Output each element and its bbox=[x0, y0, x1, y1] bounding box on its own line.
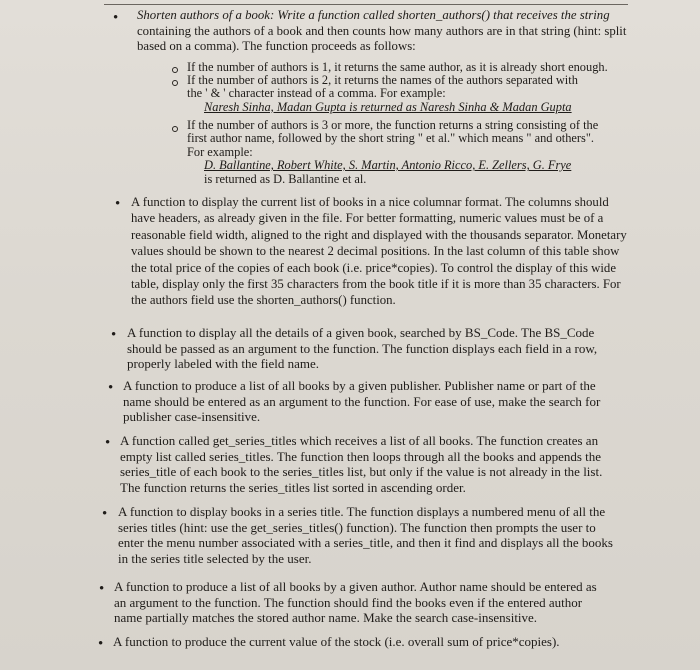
example-result-line: is returned as D. Ballantine et al. bbox=[204, 171, 367, 186]
text-line: If the number of authors is 3 or more, the function returns a string consisting of the bbox=[187, 118, 599, 132]
text-line: first author name, followed by the short string " et al." which means " and others". bbox=[187, 131, 595, 146]
sub-bullet-circle bbox=[172, 80, 178, 86]
bullet-dot: • bbox=[113, 10, 119, 26]
sub-bullet-circle bbox=[172, 126, 178, 132]
text-line: table, display only the first 35 characters from the book title if it is more than 35 characters. For bbox=[131, 277, 621, 292]
text-line: If the number of authors is 1, it returns the same author, as it is already short enough. bbox=[187, 60, 608, 74]
bullet-dot: • bbox=[105, 435, 111, 451]
bullet-dot: • bbox=[99, 581, 105, 597]
bullet-dot: • bbox=[98, 636, 104, 652]
text-line: an argument to the function. The function should find the books even if the entered author bbox=[114, 594, 583, 610]
text-line: series_title of each book to the series_titles list, but only if the value is not already in the list. bbox=[120, 464, 603, 480]
text-line: enter the menu number associated with a series_title, and then it find and displays all the books bbox=[118, 535, 613, 551]
bullet-item-shorten-authors bbox=[137, 8, 626, 55]
text-line: containing the authors of a book and then counts how many authors are in that string (hint: split bbox=[137, 23, 627, 38]
text-line: A function to display books in a series title. The function displays a numbered menu of all the bbox=[118, 504, 606, 519]
text-line: reasonable field width, aligned to the right and displayed with the thousands separator. Monetary bbox=[131, 227, 627, 242]
text-line: empty list called series_titles. The function then loops through all the books and appends the bbox=[120, 448, 602, 464]
text-line: A function to display the current list of books in a nice columnar format. The columns should bbox=[131, 195, 609, 209]
text-line: values should be shown to the nearest 2 decimal positions. In the last column of this table show bbox=[131, 244, 620, 259]
bullet-item-get-series-titles bbox=[120, 433, 602, 495]
bullet-dot: • bbox=[102, 506, 108, 522]
text-line: A function to produce a list of all books by a given publisher. Publisher name or part of the bbox=[123, 378, 596, 393]
bullet-dot: • bbox=[111, 327, 117, 343]
text-line: A function to produce a list of all books by a given author. Author name should be entered as bbox=[114, 579, 597, 594]
sub-bullet-circle bbox=[172, 67, 178, 73]
example-line: Naresh Sinha, Madan Gupta is returned as Naresh Sinha & Madan Gupta bbox=[204, 99, 572, 114]
text-line: based on a comma). The function proceeds as follows: bbox=[137, 39, 416, 53]
text-line: For example: bbox=[187, 144, 253, 159]
text-line: the total price of the copies of each book (i.e. price*copies). To control the display of this wide bbox=[131, 260, 617, 275]
text-line: A function called get_series_titles which receives a list of all books. The function creates an bbox=[120, 433, 599, 448]
bullet-item-book-details bbox=[127, 325, 597, 372]
bullet-dot: • bbox=[115, 196, 121, 212]
text-line: Shorten authors of a book: Write a function called shorten_authors() that receives the string bbox=[137, 8, 610, 22]
text-line: name should be entered as an argument to the function. For ease of use, make the search for bbox=[123, 393, 601, 409]
bullet-item-columnar-display bbox=[131, 194, 627, 309]
sub-item-two-authors bbox=[187, 74, 578, 114]
text-line: A function to display all the details of a given book, searched by BS_Code. The BS_Code bbox=[127, 325, 595, 340]
example-line: D. Ballantine, Robert White, S. Martin, Antonio Ricco, E. Zellers, G. Frye bbox=[204, 158, 572, 173]
text-line: properly labeled with the field name. bbox=[127, 356, 320, 372]
text-line: A function to produce the current value of the stock (i.e. overall sum of price*copies). bbox=[113, 634, 560, 649]
text-line: the ' & ' character instead of a comma. For example: bbox=[187, 86, 446, 101]
text-line: the authors field use the shorten_authors() function. bbox=[131, 293, 396, 308]
text-line: name partially matches the stored author name. Make the search case-insensitive. bbox=[114, 610, 538, 626]
text-line: in the series title selected by the user. bbox=[118, 550, 312, 566]
top-rule bbox=[104, 4, 628, 5]
bullet-item-author-search bbox=[114, 579, 597, 626]
bullet-item-publisher-search bbox=[123, 378, 600, 425]
text-line: publisher case-insensitive. bbox=[123, 409, 261, 425]
bullet-item-series-menu bbox=[118, 504, 613, 566]
text-line: should be passed as an argument to the function. The function displays each field in a row, bbox=[127, 340, 598, 356]
sub-item-three-authors bbox=[187, 119, 598, 186]
text-line: have headers, as already given in the file. For better formatting, numeric values must be of a bbox=[131, 211, 604, 226]
text-line: If the number of authors is 2, it returns the names of the authors separated with bbox=[187, 73, 578, 87]
text-line: series titles (hint: use the get_series_titles() function). The function then prompts the user to bbox=[118, 519, 596, 535]
bullet-dot: • bbox=[108, 380, 114, 396]
text-line: The function returns the series_titles list sorted in ascending order. bbox=[120, 479, 466, 495]
bullet-item-stock-value bbox=[113, 634, 560, 650]
